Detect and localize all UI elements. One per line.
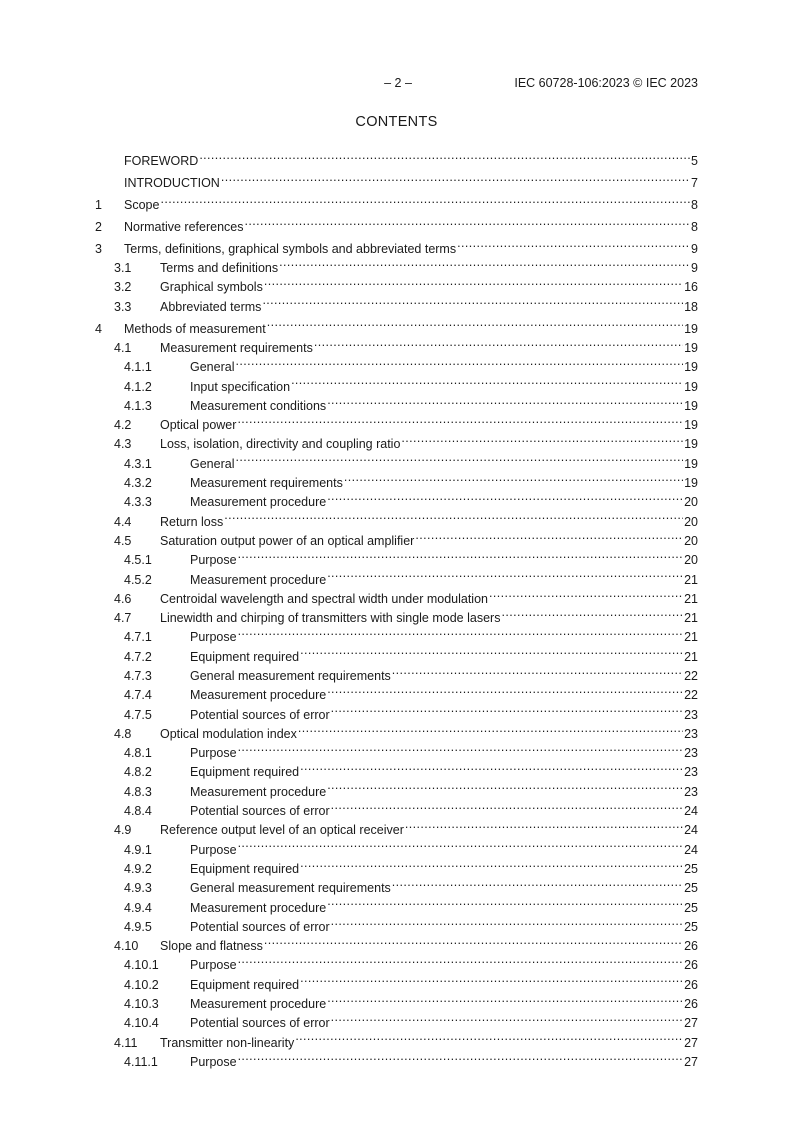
toc-entry-title: Scope xyxy=(124,198,160,213)
toc-entry-page: 18 xyxy=(684,299,698,314)
toc-dot-leader xyxy=(199,146,690,165)
toc-entry-page: 20 xyxy=(684,514,698,529)
toc-entry-page: 27 xyxy=(684,1016,698,1031)
toc-entry-page: 24 xyxy=(684,842,698,857)
toc-entry-page: 19 xyxy=(684,340,698,355)
toc-entry-page: 5 xyxy=(691,154,698,169)
toc-dot-leader xyxy=(331,699,683,718)
toc-entry-page: 26 xyxy=(684,958,698,973)
toc-dot-leader xyxy=(327,989,683,1008)
toc-entry-page: 19 xyxy=(684,476,698,491)
toc-entry-title: Purpose xyxy=(190,842,237,857)
toc-entry-number: 4.11 xyxy=(114,1035,138,1050)
toc-entry-title: Equipment required xyxy=(190,649,300,664)
toc-entry-page: 25 xyxy=(684,919,698,934)
toc-entry-page: 21 xyxy=(684,572,698,587)
toc-entry-page: 23 xyxy=(684,746,698,761)
toc-entry-number: 1 xyxy=(95,198,102,213)
toc-entry-page: 9 xyxy=(691,241,698,256)
toc-entry-number: 3 xyxy=(95,241,102,256)
toc-entry-number: 4 xyxy=(95,321,102,336)
toc-dot-leader xyxy=(327,564,683,583)
toc-entry-page: 20 xyxy=(684,495,698,510)
toc-entry-title: Equipment required xyxy=(190,977,300,992)
toc-dot-leader xyxy=(327,487,683,506)
toc-entry-title: Potential sources of error xyxy=(190,1016,330,1031)
toc-entry-title: Optical power xyxy=(160,418,237,433)
toc-entry-number: 4.3 xyxy=(114,437,132,452)
toc-entry-title: General xyxy=(190,360,235,375)
toc-dot-leader xyxy=(238,950,684,969)
toc-entry-title: Potential sources of error xyxy=(190,919,330,934)
toc-dot-leader xyxy=(267,313,683,332)
toc-dot-leader xyxy=(405,815,683,834)
toc-entry-title: Measurement procedure xyxy=(190,495,327,510)
toc-entry-page: 24 xyxy=(684,804,698,819)
toc-entry-page: 22 xyxy=(684,688,698,703)
toc-dot-leader xyxy=(279,253,690,272)
toc-entry-title: Purpose xyxy=(190,630,237,645)
toc-entry-page: 20 xyxy=(684,533,698,548)
toc-entry-number: 4.10.1 xyxy=(124,958,159,973)
toc-dot-leader xyxy=(331,1008,683,1027)
toc-entry-number: 4.8.2 xyxy=(124,765,152,780)
page-title: CONTENTS xyxy=(355,114,438,130)
toc-entry-page: 26 xyxy=(684,997,698,1012)
toc-entry[interactable] xyxy=(95,146,698,169)
toc-entry-number: 4.9.4 xyxy=(124,900,152,915)
toc-entry-title: Measurement requirements xyxy=(190,476,343,491)
toc-entry-title: Terms, definitions, graphical symbols and abbreviated terms xyxy=(124,241,457,256)
toc-dot-leader xyxy=(327,776,683,795)
toc-entry-number: 4.2 xyxy=(114,418,132,433)
toc-entry-page: 7 xyxy=(691,176,698,191)
toc-entry[interactable] xyxy=(95,190,698,213)
toc-entry-title: General xyxy=(190,456,235,471)
toc-dot-leader xyxy=(295,1027,683,1046)
toc-dot-leader xyxy=(501,603,683,622)
toc-entry-number: 4.8.3 xyxy=(124,784,152,799)
toc-entry-title: Methods of measurement xyxy=(124,321,266,336)
toc-entry[interactable] xyxy=(95,212,698,234)
toc-dot-leader xyxy=(415,526,683,545)
toc-entry-number: 4.3.3 xyxy=(124,495,152,510)
toc-entry-number: 4.9.2 xyxy=(124,861,152,876)
toc-dot-leader xyxy=(331,796,683,815)
toc-entry-page: 21 xyxy=(684,611,698,626)
toc-entry-title: Measurement procedure xyxy=(190,572,327,587)
toc-entry-number: 4.8.1 xyxy=(124,746,152,761)
toc-entry-number: 4.7.2 xyxy=(124,649,152,664)
toc-entry-number: 4.8.4 xyxy=(124,804,152,819)
toc-dot-leader xyxy=(291,371,683,390)
toc-dot-leader xyxy=(235,352,683,371)
toc-dot-leader xyxy=(238,738,684,757)
toc-entry-number: 4.3.2 xyxy=(124,476,152,491)
toc-entry-number: 4.10.4 xyxy=(124,1016,159,1031)
toc-entry-number: 4.10.2 xyxy=(124,977,159,992)
page-header xyxy=(0,76,793,92)
toc-dot-leader xyxy=(160,190,690,209)
toc-entry-number: 4.9.1 xyxy=(124,842,152,857)
toc-entry-number: 4.3.1 xyxy=(124,456,152,471)
toc-entry-number: 4.6 xyxy=(114,591,132,606)
toc-entry-number: 4.1.2 xyxy=(124,379,152,394)
toc-entry-page: 23 xyxy=(684,765,698,780)
toc-entry-page: 19 xyxy=(684,456,698,471)
toc-dot-leader xyxy=(489,584,683,603)
toc-entry-number: 2 xyxy=(95,219,102,234)
toc-entry-title: Transmitter non-linearity xyxy=(160,1035,295,1050)
toc-entry-title: Measurement requirements xyxy=(160,340,313,355)
toc-dot-leader xyxy=(238,834,684,853)
toc-dot-leader xyxy=(331,912,683,931)
toc-entry-page: 25 xyxy=(684,900,698,915)
toc-dot-leader xyxy=(300,757,683,776)
toc-entry-title: General measurement requirements xyxy=(190,668,391,683)
toc-entry-number: 4.5.1 xyxy=(124,553,152,568)
toc-entry-title: Purpose xyxy=(190,553,237,568)
table-of-contents xyxy=(95,146,698,1069)
toc-entry-title: Normative references xyxy=(124,219,244,234)
toc-entry-title: Input specification xyxy=(190,379,291,394)
toc-dot-leader xyxy=(238,1047,684,1066)
toc-entry-page: 23 xyxy=(684,707,698,722)
toc-entry-page: 21 xyxy=(684,591,698,606)
toc-entry-title: Graphical symbols xyxy=(160,280,263,295)
toc-entry-number: 4.1.3 xyxy=(124,398,152,413)
toc-dot-leader xyxy=(314,333,683,352)
toc-entry-number: 4.1 xyxy=(114,340,132,355)
toc-dot-leader xyxy=(235,448,683,467)
toc-entry-page: 25 xyxy=(684,881,698,896)
toc-entry-number: 4.9.5 xyxy=(124,919,152,934)
toc-entry-page: 24 xyxy=(684,823,698,838)
toc-entry-title: General measurement requirements xyxy=(190,881,391,896)
toc-entry-page: 19 xyxy=(684,437,698,452)
toc-entry-page: 22 xyxy=(684,668,698,683)
toc-dot-leader xyxy=(300,969,683,988)
toc-dot-leader xyxy=(245,212,691,231)
toc-entry-title: Potential sources of error xyxy=(190,804,330,819)
toc-entry-page: 9 xyxy=(691,261,698,276)
toc-entry-title: FOREWORD xyxy=(124,154,199,169)
toc-entry-number: 4.7.5 xyxy=(124,707,152,722)
toc-entry-title: Purpose xyxy=(190,1054,237,1069)
toc-entry-title: Abbreviated terms xyxy=(160,299,262,314)
toc-dot-leader xyxy=(298,719,683,738)
toc-entry-number: 4.7.3 xyxy=(124,668,152,683)
toc-entry-page: 16 xyxy=(684,280,698,295)
toc-entry-number: 4.7.1 xyxy=(124,630,152,645)
toc-dot-leader xyxy=(457,234,690,253)
toc-entry-number: 4.5.2 xyxy=(124,572,152,587)
toc-entry-title: Reference output level of an optical receiver xyxy=(160,823,404,838)
toc-entry-title: Loss, isolation, directivity and coupling ratio xyxy=(160,437,401,452)
toc-entry-page: 25 xyxy=(684,861,698,876)
toc-entry-number: 4.4 xyxy=(114,514,132,529)
toc-dot-leader xyxy=(327,391,683,410)
toc-entry-page: 8 xyxy=(691,219,698,234)
toc-dot-leader xyxy=(262,291,683,310)
toc-entry-title: Measurement procedure xyxy=(190,784,327,799)
toc-dot-leader xyxy=(401,429,683,448)
toc-entry-title: Linewidth and chirping of transmitters with single mode lasers xyxy=(160,611,501,626)
toc-entry-page: 23 xyxy=(684,784,698,799)
toc-entry-number: 4.11.1 xyxy=(124,1054,158,1069)
toc-dot-leader xyxy=(221,168,690,187)
toc-entry-page: 21 xyxy=(684,649,698,664)
toc-dot-leader xyxy=(224,506,683,525)
toc-dot-leader xyxy=(238,545,684,564)
toc-entry-number: 3.3 xyxy=(114,299,132,314)
toc-entry-page: 19 xyxy=(684,398,698,413)
toc-dot-leader xyxy=(238,622,684,641)
toc-dot-leader xyxy=(392,661,683,680)
toc-entry-number: 4.7 xyxy=(114,611,132,626)
toc-entry-number: 4.5 xyxy=(114,533,132,548)
toc-entry-number: 4.9.3 xyxy=(124,881,152,896)
toc-entry-page: 19 xyxy=(684,418,698,433)
toc-entry-number: 3.1 xyxy=(114,261,132,276)
toc-entry-title: Purpose xyxy=(190,746,237,761)
toc-entry-number: 4.1.1 xyxy=(124,360,152,375)
toc-entry-title: Return loss xyxy=(160,514,224,529)
toc-dot-leader xyxy=(300,641,683,660)
toc-dot-leader xyxy=(327,892,683,911)
toc-entry-number: 4.9 xyxy=(114,823,132,838)
toc-entry-title: Measurement procedure xyxy=(190,900,327,915)
toc-entry-page: 26 xyxy=(684,977,698,992)
toc-dot-leader xyxy=(237,410,683,429)
toc-entry-title: Equipment required xyxy=(190,861,300,876)
toc-dot-leader xyxy=(264,931,683,950)
toc-entry-page: 26 xyxy=(684,939,698,954)
toc-entry-title: Measurement conditions xyxy=(190,398,327,413)
toc-dot-leader xyxy=(392,873,683,892)
toc-entry-page: 19 xyxy=(684,360,698,375)
toc-entry-title: Saturation output power of an optical amplifier xyxy=(160,533,415,548)
toc-entry-title: Purpose xyxy=(190,958,237,973)
toc-dot-leader xyxy=(264,272,683,291)
toc-entry-page: 23 xyxy=(684,726,698,741)
toc-entry-title: Slope and flatness xyxy=(160,939,263,954)
toc-entry-number: 4.7.4 xyxy=(124,688,152,703)
document-reference: IEC 60728-106:2023 © IEC 2023 xyxy=(514,76,698,90)
toc-entry-number: 3.2 xyxy=(114,280,132,295)
page-number: – 2 – xyxy=(384,76,412,90)
toc-entry-title: Potential sources of error xyxy=(190,707,330,722)
toc-entry-title: INTRODUCTION xyxy=(124,176,220,191)
toc-entry-page: 8 xyxy=(691,198,698,213)
toc-entry-number: 4.10.3 xyxy=(124,997,159,1012)
toc-entry-page: 21 xyxy=(684,630,698,645)
toc-entry-page: 20 xyxy=(684,553,698,568)
toc-dot-leader xyxy=(327,680,683,699)
toc-entry-page: 19 xyxy=(684,321,698,336)
toc-entry-title: Terms and definitions xyxy=(160,261,279,276)
toc-entry-page: 19 xyxy=(684,379,698,394)
toc-entry-title: Optical modulation index xyxy=(160,726,297,741)
toc-entry-title: Measurement procedure xyxy=(190,688,327,703)
toc-dot-leader xyxy=(344,468,683,487)
toc-entry-number: 4.10 xyxy=(114,939,139,954)
toc-entry-number: 4.8 xyxy=(114,726,132,741)
toc-entry-title: Equipment required xyxy=(190,765,300,780)
toc-entry-page: 27 xyxy=(684,1035,698,1050)
toc-entry-title: Measurement procedure xyxy=(190,997,327,1012)
toc-entry-title: Centroidal wavelength and spectral width under modulation xyxy=(160,591,488,606)
toc-entry-page: 27 xyxy=(684,1054,698,1069)
toc-dot-leader xyxy=(300,854,683,873)
